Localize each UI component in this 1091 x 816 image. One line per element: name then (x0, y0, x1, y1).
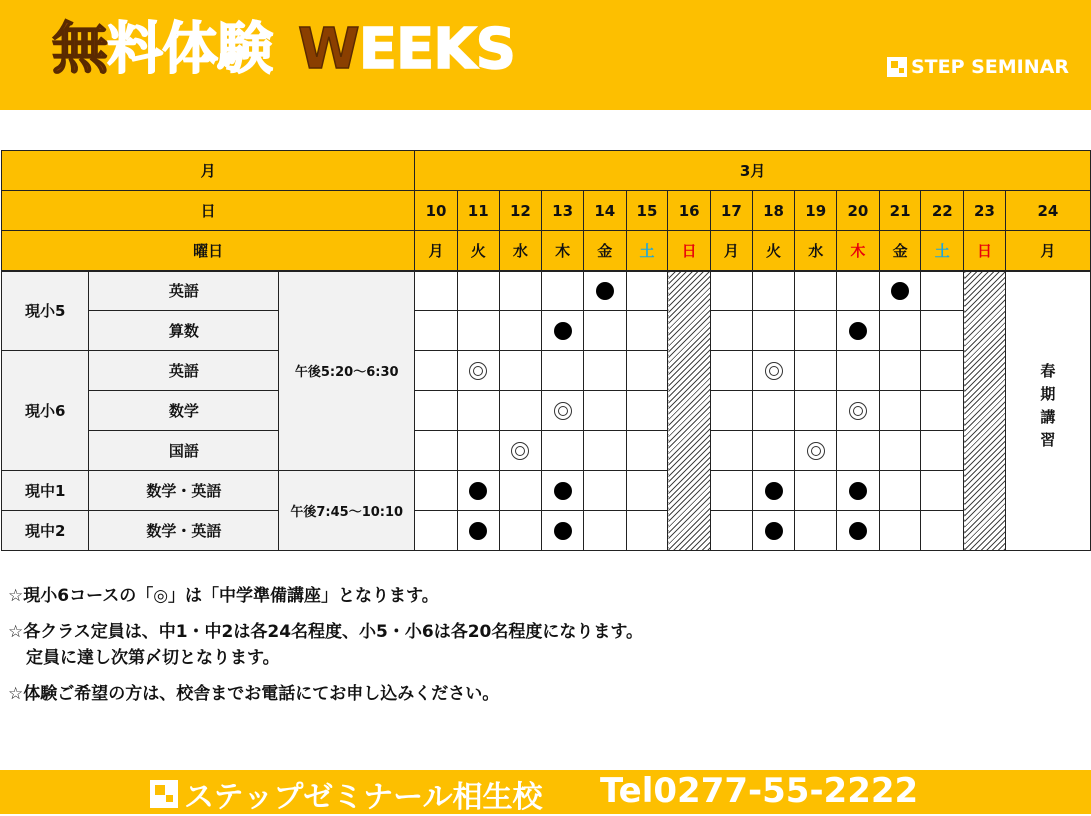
schedule-cell (837, 271, 880, 311)
weekday-cell: 水 (499, 231, 542, 271)
time-elementary: 午後5:20～6:30 (279, 271, 415, 471)
phone-number: Tel0277-55-2222 (600, 771, 919, 811)
schedule-cell (457, 431, 499, 471)
prep-course-double-circle-icon (469, 362, 487, 380)
prep-course-double-circle-icon (849, 402, 867, 420)
title-free-char: 無 (52, 17, 107, 82)
session-dot-icon (554, 482, 572, 500)
day-header: 日 (2, 191, 415, 231)
schedule-cell (837, 391, 880, 431)
schedule-cell (921, 471, 964, 511)
schedule-cell (583, 471, 626, 511)
schedule-cell (711, 311, 753, 351)
schedule-cell (752, 311, 795, 351)
weekday-cell: 木 (837, 231, 880, 271)
prep-course-double-circle-icon (554, 402, 572, 420)
schedule-cell (879, 271, 921, 311)
schedule-cell (415, 311, 458, 351)
session-dot-icon (765, 482, 783, 500)
schedule-cell (837, 431, 880, 471)
schedule-cell (626, 391, 668, 431)
schedule-cell (752, 351, 795, 391)
weekday-cell: 土 (626, 231, 668, 271)
schedule-cell (752, 471, 795, 511)
note-line: ☆現小6コースの「◎」は「中学準備講座」となります。 (8, 586, 439, 606)
schedule-cell (711, 511, 753, 551)
weekday-cell: 木 (542, 231, 584, 271)
schedule-cell (921, 311, 964, 351)
schedule-cell (457, 271, 499, 311)
session-dot-icon (849, 522, 867, 540)
group-sho5: 現小5 (2, 271, 89, 351)
schedule-cell (795, 511, 837, 551)
schedule-cell (626, 511, 668, 551)
schedule-cell (921, 511, 964, 551)
schedule-cell (795, 351, 837, 391)
day-cell: 13 (542, 191, 584, 231)
schedule-cell (457, 391, 499, 431)
group-chu1: 現中1 (2, 471, 89, 511)
schedule-cell (415, 351, 458, 391)
day-cell: 14 (583, 191, 626, 231)
time-junior: 午後7:45～10:10 (279, 471, 415, 551)
day-cell: 11 (457, 191, 499, 231)
subject-cell: 英語 (89, 271, 279, 311)
session-dot-icon (469, 522, 487, 540)
schedule-cell (542, 471, 584, 511)
schedule-cell (795, 471, 837, 511)
title-trial-chars: 料体験 (107, 17, 272, 82)
day-cell: 15 (626, 191, 668, 231)
schedule-cell (499, 391, 542, 431)
schedule-cell (921, 431, 964, 471)
holiday-hatch (964, 271, 1006, 551)
note-line: ☆体験ご希望の方は、校舎までお電話にてお申し込みください。 (8, 684, 500, 704)
session-dot-icon (891, 282, 909, 300)
weekday-cell: 月 (415, 231, 458, 271)
note-line: 定員に達し次第〆切となります。 (26, 648, 280, 668)
day-cell: 18 (752, 191, 795, 231)
weekday-cell: 火 (752, 231, 795, 271)
schedule-cell (711, 431, 753, 471)
subject-cell: 数学・英語 (89, 511, 279, 551)
brand-logo (887, 56, 1069, 78)
schedule-cell (921, 391, 964, 431)
schedule-cell (752, 431, 795, 471)
step-logo-icon (150, 780, 178, 808)
schedule-cell (583, 351, 626, 391)
subject-cell: 算数 (89, 311, 279, 351)
schedule-cell (542, 271, 584, 311)
schedule-cell (583, 511, 626, 551)
schedule-cell (752, 271, 795, 311)
holiday-hatch (668, 271, 711, 551)
schedule-cell (542, 311, 584, 351)
schedule-cell (415, 511, 458, 551)
weekday-cell: 土 (921, 231, 964, 271)
schedule-cell (583, 271, 626, 311)
subject-cell: 英語 (89, 351, 279, 391)
schedule-cell (542, 511, 584, 551)
schedule-cell (711, 351, 753, 391)
schedule-cell (837, 311, 880, 351)
schedule-cell (542, 351, 584, 391)
weekday-cell: 水 (795, 231, 837, 271)
session-dot-icon (765, 522, 783, 540)
schedule-cell (415, 471, 458, 511)
weekday-cell: 日 (668, 231, 711, 271)
subject-cell: 数学・英語 (89, 471, 279, 511)
weekday-cell: 火 (457, 231, 499, 271)
page-title (52, 14, 515, 86)
weekday-cell: 月 (1005, 231, 1090, 271)
session-dot-icon (596, 282, 614, 300)
schedule-cell (837, 351, 880, 391)
schedule-cell (921, 271, 964, 311)
day-cell: 21 (879, 191, 921, 231)
session-dot-icon (469, 482, 487, 500)
weekday-cell: 月 (711, 231, 753, 271)
schedule-cell (457, 311, 499, 351)
schedule-cell (711, 471, 753, 511)
month-header: 月 (2, 151, 415, 191)
subject-cell: 数学 (89, 391, 279, 431)
month-value: 3月 (415, 151, 1091, 191)
schedule-cell (626, 431, 668, 471)
schedule-cell (583, 391, 626, 431)
prep-course-double-circle-icon (511, 442, 529, 460)
day-cell: 24 (1005, 191, 1090, 231)
schedule-cell (499, 311, 542, 351)
schedule-cell (879, 311, 921, 351)
schedule-cell (711, 271, 753, 311)
schedule-cell (921, 351, 964, 391)
title-eeks-letters: EEKS (358, 17, 516, 82)
schedule-cell (499, 471, 542, 511)
session-dot-icon (849, 322, 867, 340)
session-dot-icon (849, 482, 867, 500)
day-cell: 23 (964, 191, 1006, 231)
schedule-cell (583, 311, 626, 351)
weekday-cell: 日 (964, 231, 1006, 271)
schedule-cell (457, 471, 499, 511)
schedule-cell (795, 391, 837, 431)
step-logo-icon (887, 57, 907, 77)
schedule-cell (879, 351, 921, 391)
prep-course-double-circle-icon (807, 442, 825, 460)
schedule-cell (457, 511, 499, 551)
day-cell: 16 (668, 191, 711, 231)
schedule-cell (626, 351, 668, 391)
title-w-letter: W (298, 17, 359, 82)
prep-course-double-circle-icon (765, 362, 783, 380)
schedule-cell (837, 471, 880, 511)
session-dot-icon (554, 322, 572, 340)
schedule-table (1, 150, 1091, 551)
schedule-cell (795, 311, 837, 351)
day-cell: 10 (415, 191, 458, 231)
school-name (150, 772, 543, 816)
schedule-cell (415, 271, 458, 311)
session-dot-icon (554, 522, 572, 540)
schedule-cell (583, 431, 626, 471)
day-cell: 22 (921, 191, 964, 231)
schedule-cell (879, 391, 921, 431)
schedule-cell (711, 391, 753, 431)
schedule-cell (879, 471, 921, 511)
schedule-cell (626, 471, 668, 511)
header-banner (0, 0, 1091, 110)
weekday-header: 曜日 (2, 231, 415, 271)
schedule-cell (626, 271, 668, 311)
schedule-cell (879, 511, 921, 551)
schedule-cell (499, 271, 542, 311)
spring-course-label: 春期講習 (1038, 362, 1057, 455)
note-line: ☆各クラス定員は、中1・中2は各24名程度、小5・小6は各20名程度になります。 (8, 622, 643, 642)
schedule-cell (626, 311, 668, 351)
schedule-cell (415, 431, 458, 471)
group-chu2: 現中2 (2, 511, 89, 551)
weekday-cell: 金 (879, 231, 921, 271)
school-label: ステップゼミナール相生校 (184, 780, 543, 815)
spring-course-cell (1005, 271, 1090, 551)
day-cell: 20 (837, 191, 880, 231)
schedule-cell (879, 431, 921, 471)
schedule-cell (499, 511, 542, 551)
day-cell: 19 (795, 191, 837, 231)
group-sho6: 現小6 (2, 351, 89, 471)
schedule-cell (415, 391, 458, 431)
weekday-cell: 金 (583, 231, 626, 271)
subject-cell: 国語 (89, 431, 279, 471)
schedule-cell (795, 271, 837, 311)
schedule-cell (837, 511, 880, 551)
schedule-cell (499, 351, 542, 391)
brand-name: STEP SEMINAR (910, 56, 1069, 78)
day-cell: 17 (711, 191, 753, 231)
schedule-cell (795, 431, 837, 471)
schedule-cell (542, 391, 584, 431)
footer-banner (0, 770, 1091, 814)
schedule-cell (499, 431, 542, 471)
schedule-cell (752, 391, 795, 431)
day-cell: 12 (499, 191, 542, 231)
notes-section (8, 578, 643, 712)
schedule-cell (752, 511, 795, 551)
schedule-cell (457, 351, 499, 391)
schedule-cell (542, 431, 584, 471)
